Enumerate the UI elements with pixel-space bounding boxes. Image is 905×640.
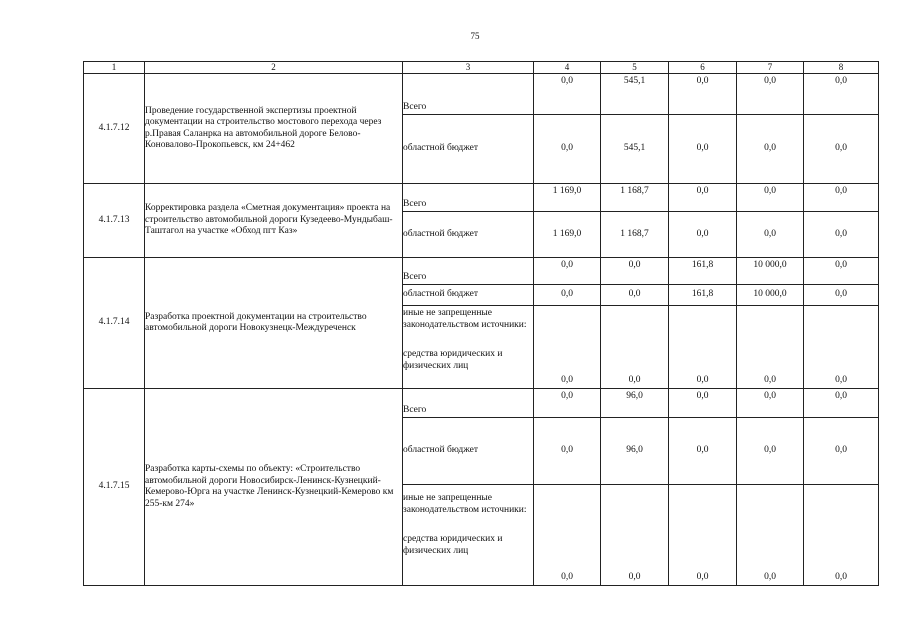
value-cell: 0,0 [534, 258, 601, 285]
value-cell: 96,0 [601, 389, 669, 418]
value-cell: 10 000,0 [737, 258, 804, 285]
funding-source: областной бюджет [403, 285, 534, 306]
value-cell: 1 168,7 [601, 212, 669, 258]
value-cell: 0,0 [669, 115, 737, 184]
item-code: 4.1.7.13 [84, 184, 145, 258]
value-cell: 1 169,0 [534, 184, 601, 212]
value-cell: 0,0 [737, 115, 804, 184]
value-cell: 0,0 [534, 74, 601, 115]
legal-entities-label: средства юридических и физических лиц [403, 349, 503, 371]
value-cell: 0,0 [804, 74, 879, 115]
value-cell: 161,8 [669, 258, 737, 285]
value-cell: 0,0 [669, 389, 737, 418]
value-cell: 0,0 [669, 212, 737, 258]
value-cell: 0,0 [669, 184, 737, 212]
funding-source: Всего [403, 184, 534, 212]
value-cell: 0,0 [669, 418, 737, 485]
value-cell: 0,0 [737, 418, 804, 485]
value-cell: 0,0 [669, 306, 737, 389]
value-cell: 1 169,0 [534, 212, 601, 258]
funding-source: Всего [403, 389, 534, 418]
table-row [84, 184, 879, 212]
value-cell: 1 168,7 [601, 184, 669, 212]
other-sources-label: иные не запрещенные законодательством источники: [403, 308, 527, 330]
value-cell: 0,0 [804, 184, 879, 212]
legal-entities-label: средства юридических и физических лиц [403, 534, 503, 556]
value-cell: 0,0 [534, 285, 601, 306]
value-cell: 0,0 [601, 258, 669, 285]
value-cell: 96,0 [601, 418, 669, 485]
funding-source: Всего [403, 74, 534, 115]
value-cell: 0,0 [804, 306, 879, 389]
funding-source-other [403, 485, 534, 586]
item-description: Корректировка раздела «Сметная документация» проекта на строительство автомобильной дороги Кузедеево-Мундыбаш-Таштагол на участке «Обход пгт Каз» [145, 184, 403, 258]
item-code: 4.1.7.14 [84, 258, 145, 389]
value-cell: 10 000,0 [737, 285, 804, 306]
funding-source: областной бюджет [403, 418, 534, 485]
value-cell: 0,0 [534, 418, 601, 485]
other-sources-label: иные не запрещенные законодательством источники: [403, 493, 527, 515]
table-row [84, 389, 879, 418]
funding-source: Всего [403, 258, 534, 285]
value-cell: 0,0 [601, 285, 669, 306]
item-description: Проведение государственной экспертизы проектной документации на строительство мостового перехода через р.Правая Саланрка на автомобильной дороге Белово-Коновалово-Прокопьевск, км 24+462 [145, 74, 403, 184]
column-number: 5 [601, 62, 669, 74]
value-cell: 0,0 [534, 485, 601, 586]
value-cell: 0,0 [804, 285, 879, 306]
page-number: 75 [470, 31, 480, 41]
value-cell: 0,0 [534, 115, 601, 184]
value-cell: 0,0 [601, 485, 669, 586]
table-row [84, 74, 879, 115]
column-number: 7 [737, 62, 804, 74]
item-description: Разработка проектной документации на строительство автомобильной дороги Новокузнецк-Междуреченск [145, 258, 403, 389]
column-number: 8 [804, 62, 879, 74]
value-cell: 0,0 [737, 74, 804, 115]
value-cell: 0,0 [804, 258, 879, 285]
value-cell: 0,0 [737, 389, 804, 418]
column-number: 1 [84, 62, 145, 74]
item-code: 4.1.7.15 [84, 389, 145, 586]
value-cell: 0,0 [804, 389, 879, 418]
item-description: Разработка карты-схемы по объекту: «Строительство автомобильной дороги Новосибирск-Ленинск-Кузнецкий-Кемерово-Юрга на участке Ленинск-Кузнецкий-Кемерово км 255-км 274» [145, 389, 403, 586]
value-cell: 0,0 [804, 115, 879, 184]
funding-source: областной бюджет [403, 212, 534, 258]
value-cell: 0,0 [737, 212, 804, 258]
value-cell: 0,0 [669, 485, 737, 586]
value-cell: 0,0 [737, 485, 804, 586]
value-cell: 0,0 [534, 389, 601, 418]
value-cell: 161,8 [669, 285, 737, 306]
value-cell: 0,0 [534, 306, 601, 389]
column-number: 2 [145, 62, 403, 74]
column-number-row [84, 62, 879, 74]
value-cell: 0,0 [804, 212, 879, 258]
column-number: 6 [669, 62, 737, 74]
value-cell: 0,0 [804, 418, 879, 485]
item-code: 4.1.7.12 [84, 74, 145, 184]
column-number: 3 [403, 62, 534, 74]
value-cell: 0,0 [737, 306, 804, 389]
value-cell: 0,0 [669, 74, 737, 115]
budget-table [83, 61, 879, 586]
value-cell: 0,0 [737, 184, 804, 212]
column-number: 4 [534, 62, 601, 74]
table-row [84, 258, 879, 285]
value-cell: 545,1 [601, 74, 669, 115]
value-cell: 0,0 [804, 485, 879, 586]
funding-source: областной бюджет [403, 115, 534, 184]
value-cell: 545,1 [601, 115, 669, 184]
value-cell: 0,0 [601, 306, 669, 389]
funding-source-other [403, 306, 534, 389]
